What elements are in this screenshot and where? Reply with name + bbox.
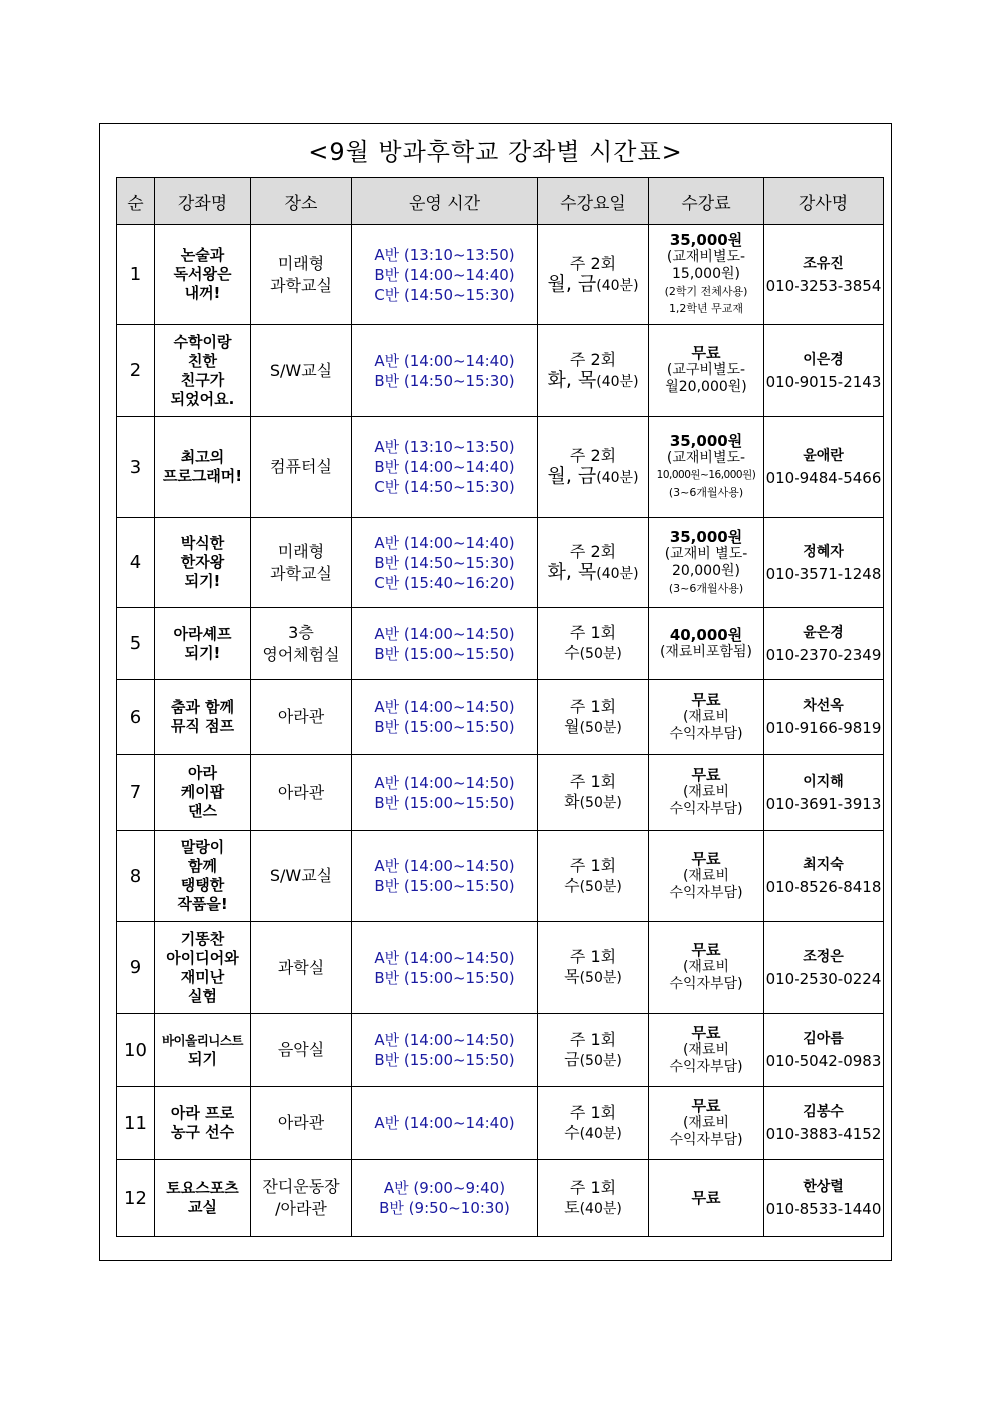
instructor-phone: 010-9484-5466	[765, 469, 882, 487]
sessions-per-week: 주 1회	[569, 1029, 617, 1049]
class-day: 금	[564, 1049, 580, 1069]
class-duration: (50분)	[579, 646, 622, 662]
time-slot: C반 (14:50~15:30)	[374, 285, 515, 304]
place-line: 아라관	[277, 707, 325, 726]
course-name-cell	[155, 1087, 251, 1160]
fee-cell	[649, 755, 764, 831]
place-cell	[251, 1160, 352, 1237]
row-number: 6	[117, 680, 155, 755]
table-row	[117, 1087, 884, 1160]
schedule-time-cell	[352, 755, 538, 831]
class-duration: (40분)	[596, 565, 639, 582]
course-name-line: 최고의	[180, 448, 225, 466]
course-name-line: 되기!	[184, 643, 221, 662]
header-course: 강좌명	[155, 178, 251, 225]
instructor-cell	[764, 417, 884, 518]
place-cell	[251, 518, 352, 608]
course-name-line: 댄스	[188, 802, 217, 820]
fee-line: 1,2학년 무교재	[668, 302, 744, 315]
fee-line: (재료비	[682, 959, 730, 975]
place-line: 과학교실	[270, 275, 332, 295]
sessions-per-week: 주 2회	[569, 349, 617, 369]
class-days-cell	[538, 225, 649, 325]
row-number: 1	[117, 225, 155, 325]
course-name-cell	[155, 225, 251, 325]
place-line: 아라관	[277, 782, 325, 802]
fee-line: 수익자부담)	[669, 725, 743, 742]
time-slot: B반 (15:00~15:50)	[374, 1051, 515, 1069]
fee-line: 수익자부담)	[669, 1058, 743, 1075]
class-days-cell	[538, 1160, 649, 1237]
schedule-time-cell	[352, 922, 538, 1014]
sessions-per-week: 주 2회	[569, 541, 617, 561]
row-number: 10	[117, 1014, 155, 1087]
time-slot: A반 (14:00~14:50)	[374, 948, 515, 967]
class-duration: (40분)	[579, 1125, 622, 1142]
class-day-line	[539, 1123, 647, 1144]
course-name-line: 아이디어와	[166, 948, 239, 967]
course-name-line: 박식한	[180, 534, 225, 552]
time-slot: B반 (15:00~15:50)	[374, 793, 515, 812]
instructor-phone: 010-2530-0224	[765, 969, 882, 988]
time-slot: A반 (13:10~13:50)	[374, 245, 515, 264]
instructor-phone: 010-5042-0983	[765, 1052, 882, 1070]
fee-line: 무료	[691, 941, 721, 959]
course-name-cell	[155, 1160, 251, 1237]
row-number: 2	[117, 325, 155, 417]
course-name-line: 논술과	[180, 246, 225, 264]
fee-line: 무료	[691, 849, 721, 868]
class-day: 화	[564, 792, 580, 811]
class-day-line	[539, 967, 647, 988]
fee-line: 수익자부담)	[669, 884, 743, 901]
schedule-time-cell	[352, 1014, 538, 1087]
row-number: 12	[117, 1160, 155, 1237]
place-line: S/W교실	[269, 360, 333, 380]
row-number: 8	[117, 831, 155, 922]
class-day: 화, 목	[547, 368, 597, 391]
class-day: 수	[564, 643, 580, 662]
class-day-line	[539, 274, 647, 296]
course-name-line: 내꺼!	[184, 284, 221, 302]
time-slot: B반 (15:00~15:50)	[374, 644, 515, 663]
course-name-line: 되기	[188, 1050, 217, 1068]
row-number: 3	[117, 417, 155, 518]
header-fee: 수강료	[649, 178, 764, 225]
row-number: 5	[117, 608, 155, 680]
instructor-cell	[764, 1014, 884, 1087]
time-slot: B반 (15:00~15:50)	[374, 718, 515, 736]
row-number: 4	[117, 518, 155, 608]
place-cell	[251, 680, 352, 755]
fee-cell	[649, 225, 764, 325]
fee-line: (재료비	[682, 784, 730, 800]
time-slot: C반 (14:50~15:30)	[374, 478, 515, 496]
sessions-per-week: 주 1회	[569, 623, 617, 642]
fee-line: (3~6개월사용)	[668, 581, 744, 595]
instructor-name: 조유진	[803, 255, 844, 272]
table-row	[117, 225, 884, 325]
instructor-cell	[764, 1160, 884, 1237]
instructor-cell	[764, 325, 884, 417]
course-name-line: 함께	[188, 857, 217, 875]
fee-cell	[649, 831, 764, 922]
time-slot: A반 (14:00~14:40)	[374, 1114, 515, 1132]
time-slot: B반 (9:50~10:30)	[379, 1199, 510, 1217]
fee-line: (교재비별도-	[666, 450, 746, 466]
course-name-cell	[155, 922, 251, 1014]
place-cell	[251, 417, 352, 518]
instructor-name: 김봉수	[803, 1104, 844, 1120]
class-days-cell	[538, 680, 649, 755]
course-name-cell	[155, 831, 251, 922]
fee-cell	[649, 1087, 764, 1160]
class-day-line	[539, 643, 647, 664]
schedule-time-cell	[352, 518, 538, 608]
class-day-line	[539, 370, 647, 392]
class-days-cell	[538, 608, 649, 680]
place-line: 과학실	[277, 957, 325, 977]
class-day: 목	[564, 967, 580, 986]
sessions-per-week: 주 1회	[569, 947, 617, 966]
schedule-time-cell	[352, 225, 538, 325]
course-name-line: 바이올리니스트	[161, 1033, 244, 1048]
fee-line: 무료	[691, 1023, 721, 1042]
sessions-per-week: 주 1회	[569, 696, 617, 716]
time-slot: C반 (15:40~16:20)	[374, 573, 515, 592]
fee-line: (교재비별도-	[666, 249, 746, 265]
instructor-phone: 010-3691-3913	[765, 794, 882, 813]
class-day: 수	[564, 875, 580, 895]
class-day-line	[539, 562, 647, 584]
course-name-line: 기똥찬	[180, 929, 225, 948]
course-name-line: 아라 프로	[170, 1104, 235, 1122]
course-name-line: 교실	[188, 1198, 217, 1216]
class-day: 토	[564, 1197, 580, 1217]
class-day: 월, 금	[547, 272, 597, 295]
fee-cell	[649, 608, 764, 680]
fee-cell	[649, 325, 764, 417]
class-duration: (40분)	[596, 277, 639, 294]
course-name-line: 작품을!	[177, 895, 228, 913]
instructor-cell	[764, 680, 884, 755]
instructor-name: 정혜자	[803, 543, 844, 560]
schedule-time-cell	[352, 831, 538, 922]
time-slot: A반 (14:00~14:50)	[374, 1031, 515, 1049]
header-time: 운영 시간	[352, 178, 538, 225]
fee-line: (재료비포함됨)	[659, 643, 753, 660]
course-name-cell	[155, 755, 251, 831]
fee-line: (재료비	[682, 1041, 730, 1058]
instructor-phone: 010-3883-4152	[765, 1125, 882, 1143]
table-row	[117, 1014, 884, 1087]
time-slot: B반 (15:00~15:50)	[374, 968, 515, 987]
time-slot: A반 (14:00~14:40)	[374, 533, 515, 552]
course-name-line: 농구 선수	[170, 1123, 235, 1141]
header-num: 순	[117, 178, 155, 225]
instructor-cell	[764, 518, 884, 608]
class-duration: (40분)	[596, 470, 639, 486]
table-row	[117, 417, 884, 518]
instructor-phone: 010-8533-1440	[765, 1200, 882, 1218]
table-row	[117, 1160, 884, 1237]
fee-line: 무료	[691, 1188, 721, 1207]
course-name-line: 한자왕	[180, 553, 225, 571]
instructor-name: 차선옥	[803, 698, 844, 714]
class-day: 화, 목	[547, 560, 597, 583]
sessions-per-week: 주 1회	[569, 1102, 617, 1122]
fee-line: (재료비	[682, 708, 730, 725]
course-name-cell	[155, 518, 251, 608]
class-days-cell	[538, 755, 649, 831]
sessions-per-week: 주 1회	[569, 1177, 617, 1197]
sessions-per-week: 주 1회	[569, 855, 617, 875]
place-line: 미래형	[277, 541, 325, 561]
class-day-line	[539, 466, 647, 488]
place-cell	[251, 1014, 352, 1087]
instructor-phone: 010-9166-9819	[765, 719, 882, 737]
place-line: 잔디운동장	[262, 1177, 340, 1196]
place-line: 과학교실	[270, 563, 332, 583]
course-name-line: 말랑이	[180, 838, 225, 856]
fee-cell	[649, 680, 764, 755]
place-cell	[251, 831, 352, 922]
course-name-line: 되었어요.	[170, 389, 235, 408]
row-number: 9	[117, 922, 155, 1014]
fee-line: 35,000원	[669, 527, 743, 546]
place-cell	[251, 225, 352, 325]
course-name-cell	[155, 1014, 251, 1087]
fee-line: 20,000원)	[672, 562, 740, 579]
class-days-cell	[538, 1087, 649, 1160]
schedule-time-cell	[352, 1160, 538, 1237]
table-row	[117, 831, 884, 922]
table-row	[117, 608, 884, 680]
course-name-line: 춤과 함께	[170, 698, 235, 716]
class-duration: (50분)	[579, 878, 622, 895]
instructor-cell	[764, 755, 884, 831]
time-slot: B반 (14:50~15:30)	[374, 553, 515, 572]
fee-line: 10,000원~16,000원)	[656, 469, 756, 481]
course-name-cell	[155, 608, 251, 680]
time-slot: A반 (14:00~14:50)	[374, 773, 515, 792]
place-cell	[251, 1087, 352, 1160]
class-day: 수	[564, 1122, 580, 1142]
fee-line: (교구비별도-	[666, 362, 746, 378]
row-number: 7	[117, 755, 155, 831]
time-slot: A반 (14:00~14:50)	[374, 698, 515, 716]
schedule-time-cell	[352, 608, 538, 680]
course-name-line: 친한	[188, 351, 217, 370]
class-day-line	[539, 717, 647, 738]
course-name-cell	[155, 417, 251, 518]
fee-cell	[649, 518, 764, 608]
table-row	[117, 325, 884, 417]
instructor-name: 이은경	[803, 351, 844, 368]
schedule-time-cell	[352, 417, 538, 518]
place-cell	[251, 922, 352, 1014]
time-slot: A반 (14:00~14:50)	[374, 624, 515, 643]
fee-line: 무료	[691, 766, 721, 784]
place-line: 컴퓨터실	[270, 457, 332, 476]
fee-cell	[649, 922, 764, 1014]
table-row	[117, 755, 884, 831]
instructor-phone: 010-3253-3854	[765, 276, 882, 295]
instructor-phone: 010-9015-2143	[765, 372, 882, 391]
class-duration: (50분)	[579, 970, 622, 986]
header-row	[117, 178, 884, 225]
header-place: 장소	[251, 178, 352, 225]
fee-line: 수익자부담)	[669, 976, 743, 992]
course-name-line: 탱탱한	[180, 876, 225, 894]
course-name-line: 케이팝	[180, 783, 225, 801]
course-name-line: 아라셰프	[173, 624, 232, 643]
instructor-name: 윤애란	[803, 448, 844, 464]
sessions-per-week: 주 2회	[569, 253, 617, 273]
class-days-cell	[538, 518, 649, 608]
schedule-time-cell	[352, 680, 538, 755]
instructor-name: 최지숙	[803, 857, 844, 873]
course-name-line: 실험	[188, 986, 217, 1005]
course-name-line: 친구가	[180, 370, 225, 389]
place-line: 음악실	[277, 1040, 325, 1059]
class-duration: (40분)	[596, 373, 639, 390]
instructor-name: 김아름	[803, 1031, 844, 1047]
fee-line: (재료비	[682, 1114, 730, 1131]
place-line: S/W교실	[269, 866, 333, 885]
fee-line: (2학기 전체사용)	[664, 285, 748, 298]
instructor-cell	[764, 922, 884, 1014]
course-name-line: 프로그래머!	[162, 467, 243, 485]
table-row	[117, 518, 884, 608]
instructor-name: 조정은	[803, 948, 844, 965]
class-day: 월, 금	[547, 465, 597, 487]
fee-line: 수익자부담)	[669, 1131, 743, 1148]
time-slot: B반 (15:00~15:50)	[374, 877, 515, 895]
page-title: <9월 방과후학교 강좌별 시간표>	[308, 138, 683, 166]
time-slot: B반 (14:50~15:30)	[374, 371, 515, 390]
instructor-cell	[764, 225, 884, 325]
table-row	[117, 922, 884, 1014]
place-cell	[251, 325, 352, 417]
instructor-cell	[764, 608, 884, 680]
time-slot: B반 (14:00~14:40)	[374, 265, 515, 284]
table-row	[117, 680, 884, 755]
class-days-cell	[538, 1014, 649, 1087]
fee-line: 40,000원	[669, 625, 743, 644]
fee-cell	[649, 1160, 764, 1237]
sessions-per-week: 주 2회	[569, 446, 617, 465]
schedule-table	[116, 177, 884, 1237]
course-name-cell	[155, 325, 251, 417]
course-name-line: 아라	[188, 764, 217, 782]
sessions-per-week: 주 1회	[569, 772, 617, 791]
instructor-phone: 010-3571-1248	[765, 564, 882, 583]
fee-line: (3~6개월사용)	[668, 486, 744, 499]
course-name-cell	[155, 680, 251, 755]
instructor-cell	[764, 831, 884, 922]
course-name-line: 토요스포츠	[166, 1179, 239, 1197]
schedule-time-cell	[352, 325, 538, 417]
class-duration: (50분)	[579, 795, 622, 811]
time-slot: A반 (14:00~14:40)	[374, 351, 515, 370]
course-name-line: 뮤직 점프	[170, 717, 235, 735]
place-cell	[251, 755, 352, 831]
class-day-line	[539, 1198, 647, 1219]
place-line: 3층	[288, 622, 314, 642]
fee-line: 수익자부담)	[669, 801, 743, 817]
place-line: 영어체험실	[262, 644, 340, 664]
class-day-line	[539, 792, 647, 813]
course-name-line: 되기!	[184, 572, 221, 590]
class-duration: (50분)	[579, 1052, 622, 1069]
fee-line: 35,000원	[669, 432, 743, 450]
instructor-cell	[764, 1087, 884, 1160]
place-cell	[251, 608, 352, 680]
class-day-line	[539, 1050, 647, 1071]
fee-line: 월20,000원)	[665, 379, 747, 395]
fee-cell	[649, 417, 764, 518]
time-slot: B반 (14:00~14:40)	[374, 458, 515, 476]
row-number: 11	[117, 1087, 155, 1160]
fee-line: 무료	[691, 690, 721, 709]
fee-line: 무료	[691, 344, 721, 362]
instructor-name: 한상렬	[803, 1179, 844, 1195]
place-line: /아라관	[275, 1199, 327, 1218]
fee-line: 무료	[691, 1096, 721, 1115]
header-days: 수강요일	[538, 178, 649, 225]
class-day: 월	[564, 716, 580, 736]
course-name-line: 독서왕은	[173, 265, 232, 283]
class-days-cell	[538, 922, 649, 1014]
place-line: 아라관	[277, 1113, 325, 1132]
class-days-cell	[538, 417, 649, 518]
fee-line: (교재비 별도-	[664, 545, 748, 562]
time-slot: A반 (13:10~13:50)	[374, 438, 515, 456]
class-duration: (50분)	[579, 719, 622, 736]
time-slot: A반 (9:00~9:40)	[383, 1179, 506, 1197]
place-line: 미래형	[277, 253, 325, 273]
fee-line: (재료비	[682, 867, 730, 884]
fee-cell	[649, 1014, 764, 1087]
instructor-phone: 010-2370-2349	[765, 645, 882, 664]
header-instructor: 강사명	[764, 178, 884, 225]
instructor-name: 윤은경	[803, 624, 844, 641]
class-day-line	[539, 876, 647, 897]
class-days-cell	[538, 325, 649, 417]
fee-line: 15,000원)	[672, 266, 740, 282]
class-days-cell	[538, 831, 649, 922]
class-duration: (40분)	[579, 1200, 622, 1217]
schedule-time-cell	[352, 1087, 538, 1160]
fee-line: 35,000원	[669, 231, 743, 249]
course-name-line: 수학이랑	[173, 332, 232, 351]
instructor-name: 이지해	[803, 773, 844, 790]
course-name-line: 재미난	[180, 967, 225, 986]
time-slot: A반 (14:00~14:50)	[374, 857, 515, 875]
instructor-phone: 010-8526-8418	[765, 878, 882, 896]
